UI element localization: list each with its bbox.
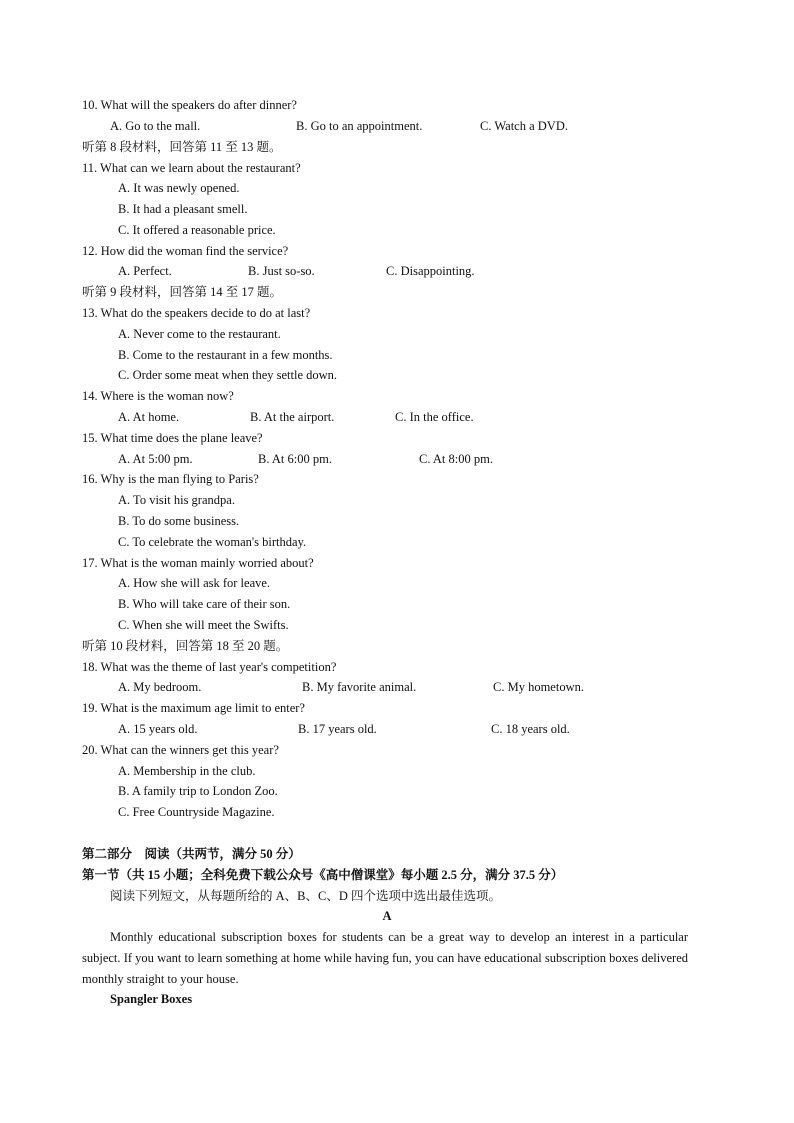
question-11-stem: 11. What can we learn about the restaurant? xyxy=(82,161,301,175)
question-14-option-b: B. At the airport. xyxy=(250,410,335,424)
question-15-option-b: B. At 6:00 pm. xyxy=(258,452,332,466)
question-19-stem: 19. What is the maximum age limit to enter? xyxy=(82,701,305,715)
question-15-stem: 15. What time does the plane leave? xyxy=(82,431,263,445)
question-11-option-a: A. It was newly opened. xyxy=(118,181,240,195)
question-10-option-b: B. Go to an appointment. xyxy=(296,119,423,133)
question-11-option-c: C. It offered a reasonable price. xyxy=(118,223,276,237)
question-18-option-b: B. My favorite animal. xyxy=(302,680,417,694)
passage-subheading: Spangler Boxes xyxy=(110,992,193,1006)
passage-letter: A xyxy=(382,909,392,923)
passage-paragraph: Monthly educational subscription boxes for students can be a great way to develop an interest in a particular subject. If you want to learn something at home while having fun, you can have educational subscription boxes delivered monthly straight to your house. xyxy=(82,930,688,986)
question-10-stem: 10. What will the speakers do after dinner? xyxy=(82,98,297,112)
question-16-option-a: A. To visit his grandpa. xyxy=(118,493,235,507)
question-13-option-b: B. Come to the restaurant in a few months. xyxy=(118,348,333,362)
question-20-option-b: B. A family trip to London Zoo. xyxy=(118,784,278,798)
question-11-option-b: B. It had a pleasant smell. xyxy=(118,202,248,216)
question-10-option-c: C. Watch a DVD. xyxy=(480,119,568,133)
question-13-stem: 13. What do the speakers decide to do at last? xyxy=(82,306,311,320)
section-8-instruction: 听第 8 段材料，回答第 11 至 13 题。 xyxy=(82,140,282,154)
question-20-option-c: C. Free Countryside Magazine. xyxy=(118,805,275,819)
part-two-title: 第二部分 阅读（共两节，满分 50 分） xyxy=(82,847,301,861)
question-17-stem: 17. What is the woman mainly worried about? xyxy=(82,556,314,570)
section-10-instruction: 听第 10 段材料，回答第 18 至 20 题。 xyxy=(82,639,289,653)
section-9-instruction: 听第 9 段材料，回答第 14 至 17 题。 xyxy=(82,285,283,299)
question-12-stem: 12. How did the woman find the service? xyxy=(82,244,289,258)
question-19-option-b: B. 17 years old. xyxy=(298,722,377,736)
question-19-option-c: C. 18 years old. xyxy=(491,722,570,736)
section-one-title: 第一节（共 15 小题；全科免费下载公众号《高中僧课堂》每小题 2.5 分，满分 37.5 分） xyxy=(82,868,564,882)
question-15-option-a: A. At 5:00 pm. xyxy=(118,452,193,466)
question-20-option-a: A. Membership in the club. xyxy=(118,764,256,778)
question-19-option-a: A. 15 years old. xyxy=(118,722,198,736)
question-12-option-c: C. Disappointing. xyxy=(386,264,475,278)
question-18-option-a: A. My bedroom. xyxy=(118,680,202,694)
reading-instruction: 阅读下列短文，从每题所给的 A、B、C、D 四个选项中选出最佳选项。 xyxy=(110,889,501,903)
question-12-option-b: B. Just so-so. xyxy=(248,264,315,278)
question-16-stem: 16. Why is the man flying to Paris? xyxy=(82,472,259,486)
question-14-option-a: A. At home. xyxy=(118,410,180,424)
question-17-option-a: A. How she will ask for leave. xyxy=(118,576,271,590)
question-13-option-a: A. Never come to the restaurant. xyxy=(118,327,281,341)
question-18-option-c: C. My hometown. xyxy=(493,680,584,694)
question-18-stem: 18. What was the theme of last year's competition? xyxy=(82,660,337,674)
question-16-option-b: B. To do some business. xyxy=(118,514,240,528)
question-13-option-c: C. Order some meat when they settle down. xyxy=(118,368,338,382)
question-15-option-c: C. At 8:00 pm. xyxy=(419,452,493,466)
question-17-option-c: C. When she will meet the Swifts. xyxy=(118,618,289,632)
question-14-option-c: C. In the office. xyxy=(395,410,474,424)
question-12-option-a: A. Perfect. xyxy=(118,264,172,278)
question-10-option-a: A. Go to the mall. xyxy=(110,119,201,133)
question-20-stem: 20. What can the winners get this year? xyxy=(82,743,279,757)
question-14-stem: 14. Where is the woman now? xyxy=(82,389,234,403)
question-16-option-c: C. To celebrate the woman's birthday. xyxy=(118,535,307,549)
question-17-option-b: B. Who will take care of their son. xyxy=(118,597,291,611)
